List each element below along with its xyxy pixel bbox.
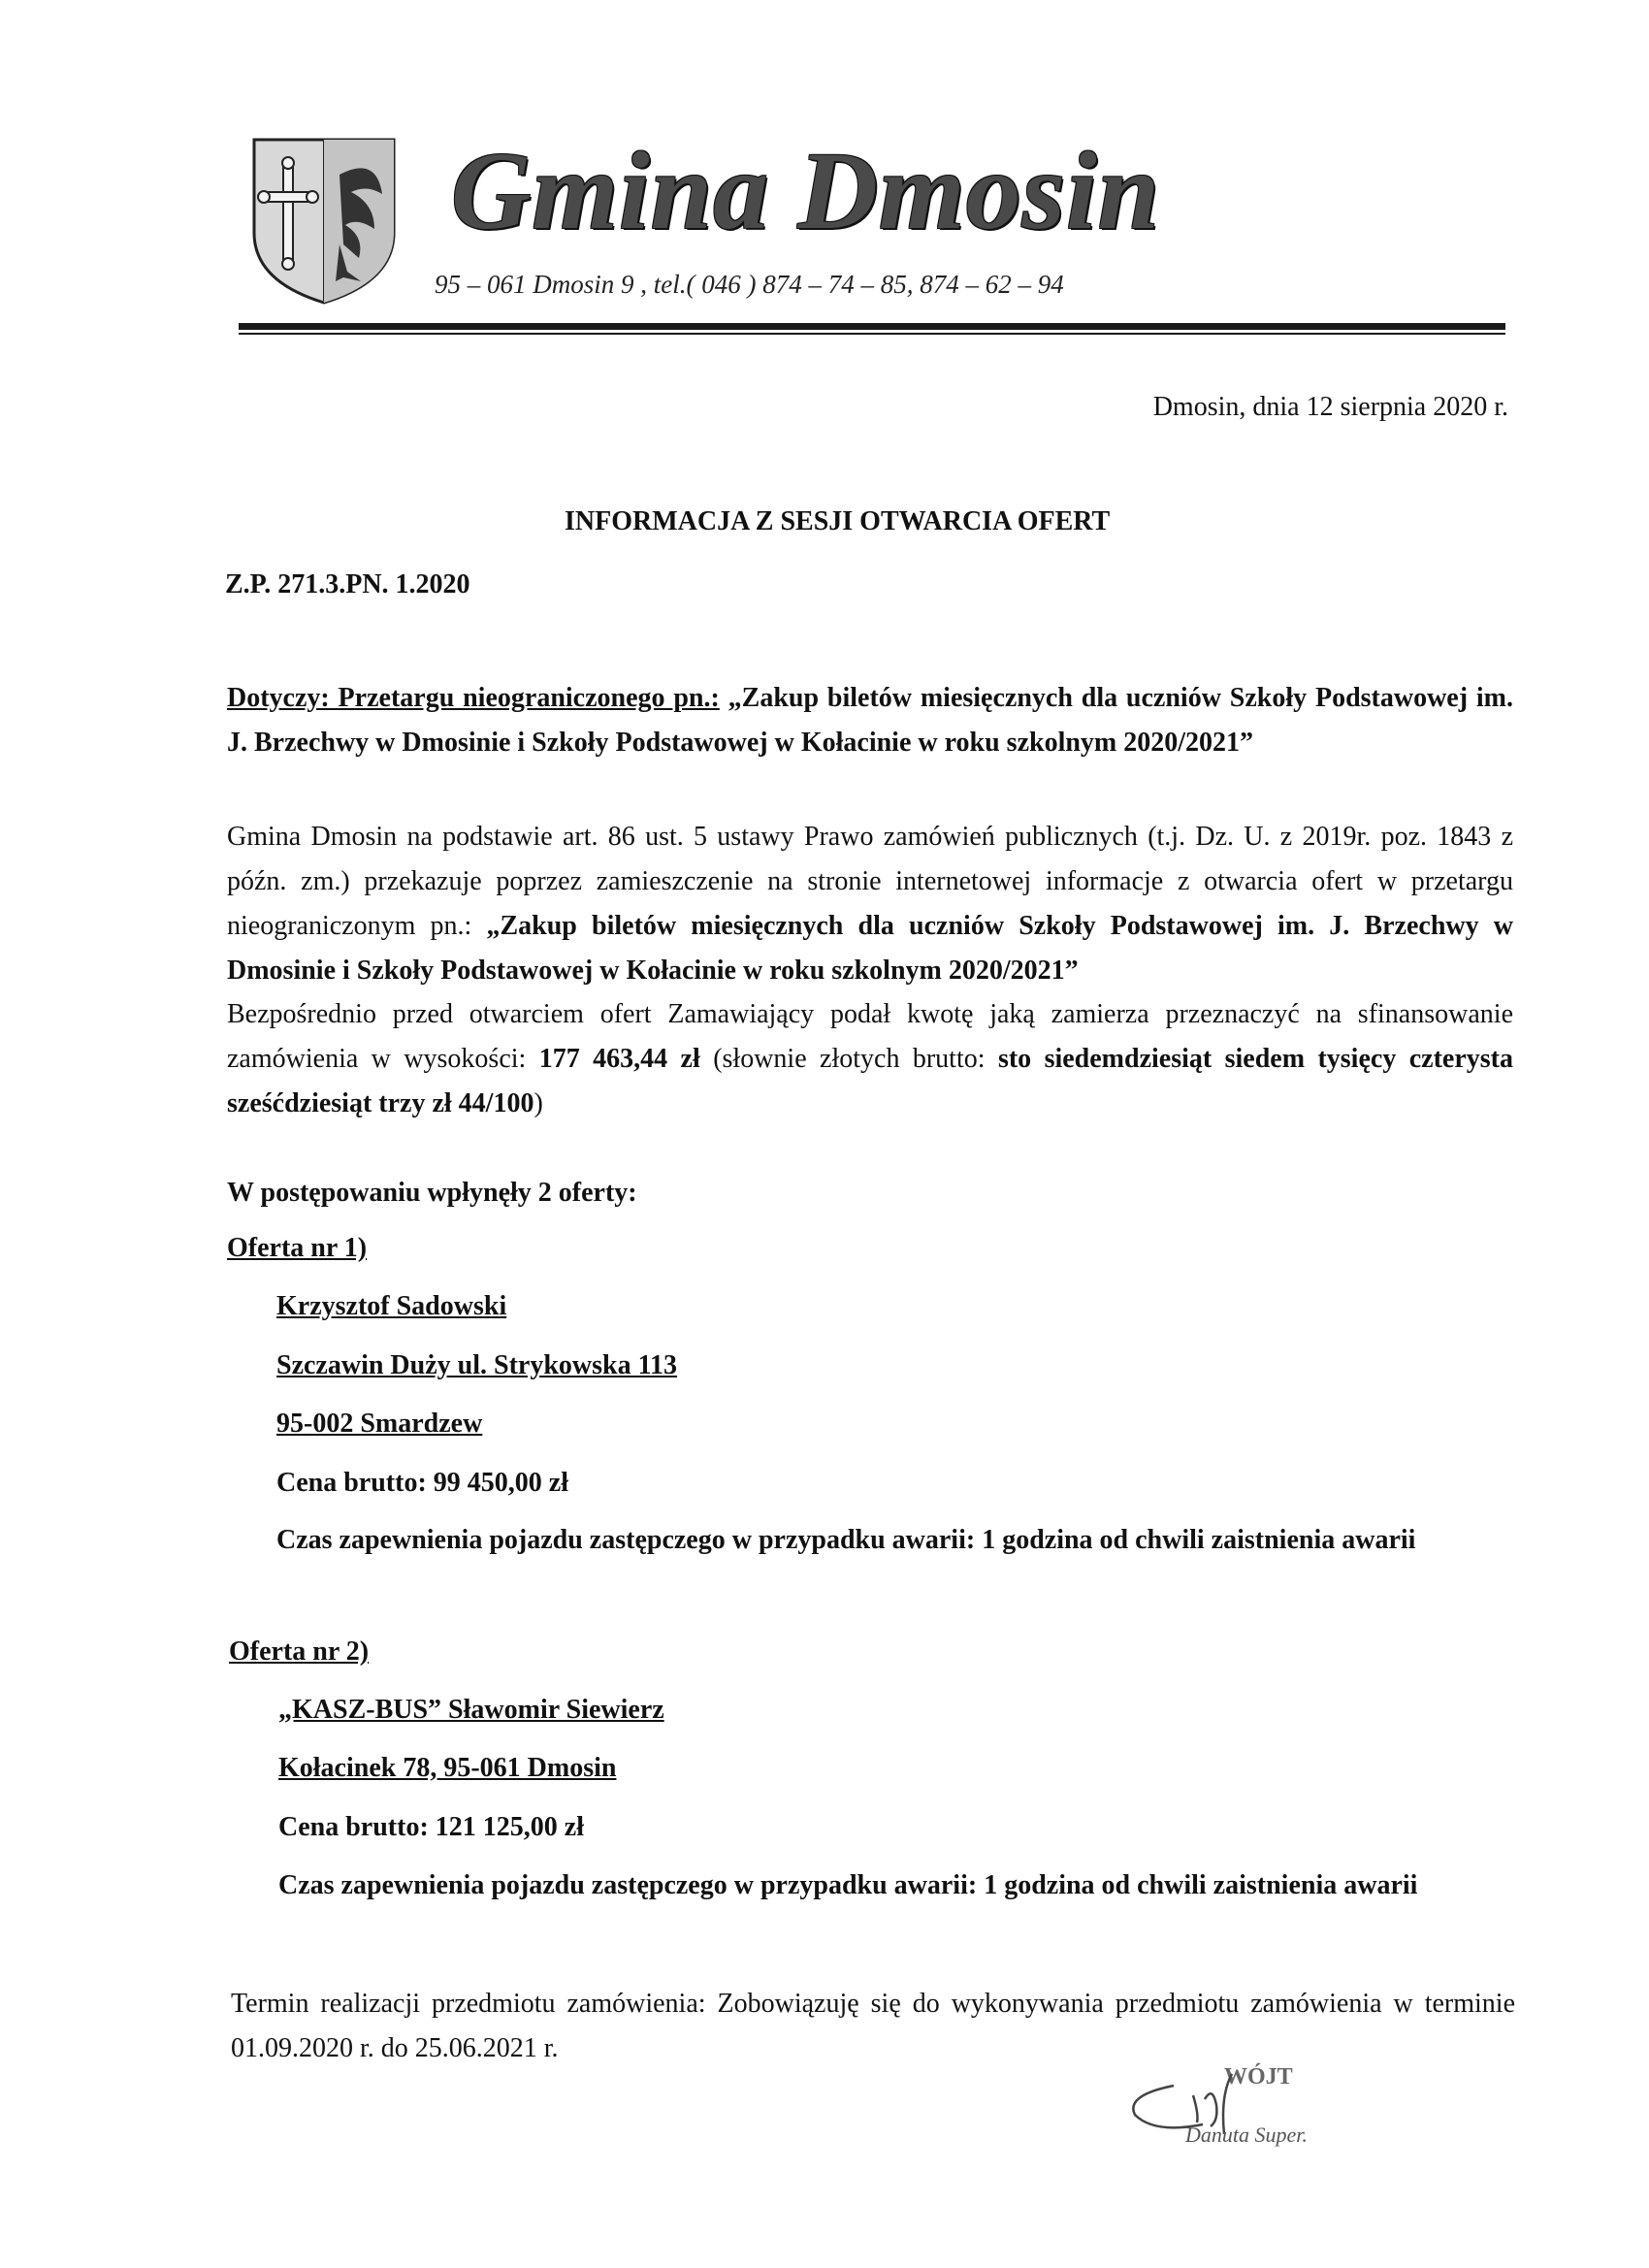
signatory-name: Danuta Super.: [1185, 2122, 1308, 2147]
document-date: Dmosin, dnia 12 sierpnia 2020 r.: [1152, 392, 1508, 422]
header-divider-thin: [239, 333, 1505, 335]
budget-text-2: (słownie złotych brutto:: [699, 1044, 998, 1074]
offer-1-price: Cena brutto: 99 450,00 zł: [276, 1468, 568, 1498]
closing-paragraph: Termin realizacji przedmiotu zamówienia: Zobowiązuję się do wykonywania przedmiotu zamówienia w terminie 01.09.2020 r. do 25.06.2021 r.: [231, 1989, 1515, 2063]
offer-2-replacement-time: Czas zapewnienia pojazdu zastępczego w przypadku awarii: 1 godzina od chwili zaistnienia awarii: [278, 1870, 1418, 1900]
stamp-title: WÓJT: [1224, 2064, 1293, 2090]
offer-2-address: Kołacinek 78, 95-061 Dmosin: [278, 1753, 617, 1783]
subject-label: Dotyczy: Przetargu nieograniczonego pn.:: [227, 683, 720, 713]
budget-text-3: ): [534, 1088, 543, 1118]
offer-1-label: Oferta nr 1): [227, 1233, 368, 1263]
budget-paragraph: [227, 992, 1513, 1126]
signature-block: [1116, 2057, 1368, 2163]
offer-1-replacement-time: Czas zapewnienia pojazdu zastępczego w przypadku awarii: 1 godzina od chwili zaistnienia awarii: [276, 1525, 1416, 1555]
coat-of-arms-emblem: [250, 136, 398, 307]
reference-number: Z.P. 271.3.PN. 1.2020: [225, 569, 470, 599]
offer-1-name: Krzysztof Sadowski: [276, 1291, 507, 1321]
header-divider: [239, 323, 1505, 330]
subject-paragraph: [227, 676, 1513, 765]
offer-2-name: „KASZ-BUS” Sławomir Siewierz: [278, 1695, 664, 1725]
budget-amount: 177 463,44 zł: [538, 1044, 700, 1074]
document-heading: INFORMACJA Z SESJI OTWARCIA OFERT: [565, 506, 1111, 536]
offer-1-address-line-1: Szczawin Duży ul. Strykowska 113: [276, 1350, 678, 1380]
offer-1-address-line-2: 95-002 Smardzew: [276, 1409, 483, 1439]
legal-basis-paragraph: [227, 815, 1513, 993]
tender-name: „Zakup biletów miesięcznych dla uczniów Szkoły Podstawowej im. J. Brzechwy w Dmosinie i Szkoły Podstawowej w Kołacinie w roku szkolnym 2020/2021”: [227, 911, 1513, 986]
budget-text-1: Bezpośrednio przed otwarciem ofert Zamawiający podał kwotę jaką zamierza przeznaczyć na sfinansowanie zamówienia w wysokości:: [227, 999, 1513, 1074]
offer-2-price: Cena brutto: 121 125,00 zł: [278, 1812, 584, 1842]
municipality-title: Gmina Dmosin: [451, 129, 1161, 252]
offer-2-label: Oferta nr 2): [229, 1636, 370, 1667]
letterhead-address: 95 – 061 Dmosin 9 , tel.( 046 ) 874 – 74 – 85, 874 – 62 – 94: [435, 270, 1064, 299]
legal-basis-text: Gmina Dmosin na podstawie art. 86 ust. 5 ustawy Prawo zamówień publicznych (t.j. Dz. U. z 2019r. poz. 1843 z późn. zm.) przekazuje poprzez zamieszczenie na stronie internetowej informacje z otwarcia ofert w przetargu nieograniczonym pn.:: [227, 822, 1513, 941]
offers-intro: W postępowaniu wpłynęły 2 oferty:: [227, 1178, 637, 1208]
subject-text: „Zakup biletów miesięcznych dla uczniów Szkoły Podstawowej im. J. Brzechwy w Dmosinie i Szkoły Podstawowej w Kołacinie w roku szkolnym 2020/2021”: [227, 683, 1513, 758]
budget-amount-words: sto siedemdziesiąt siedem tysięcy czterysta sześćdziesiąt trzy zł 44/100: [227, 1044, 1513, 1118]
